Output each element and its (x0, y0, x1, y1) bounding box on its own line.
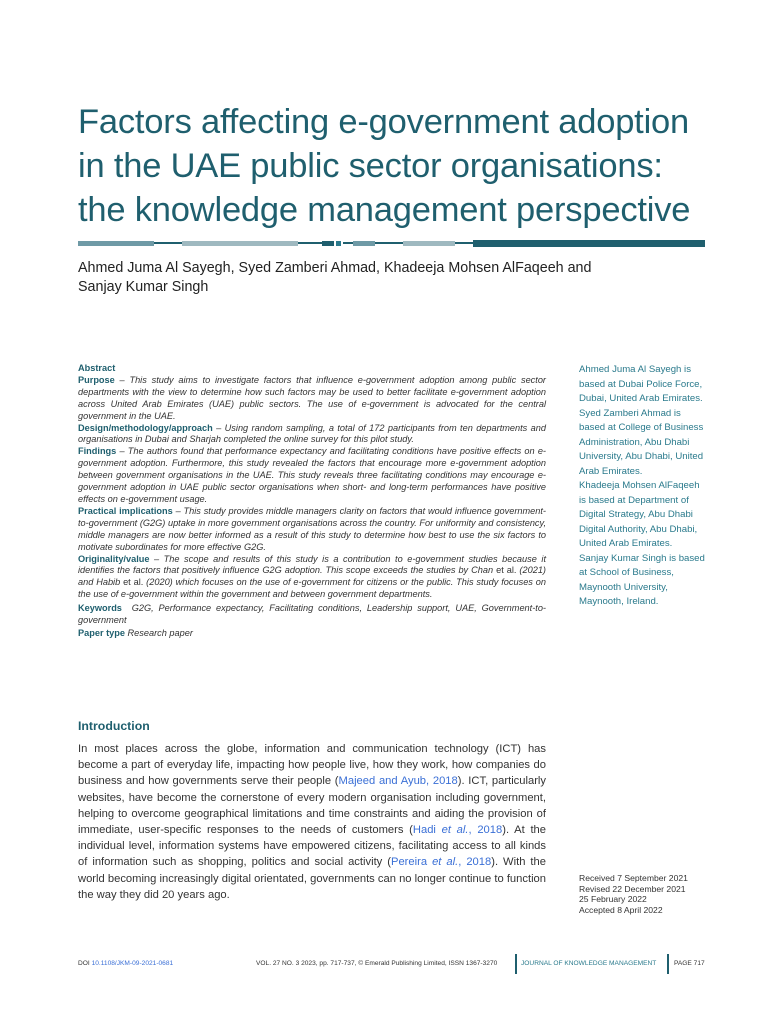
doi (78, 960, 173, 967)
journal-name: JOURNAL OF KNOWLEDGE MANAGEMENT (521, 960, 657, 967)
affiliation-item: Sanjay Kumar Singh is based at School of Business, Maynooth University, Maynooth, Ireland. (579, 552, 705, 607)
citation-link[interactable]: Majeed and Ayub, 2018 (338, 775, 458, 788)
submission-dates (579, 873, 719, 915)
decorative-rule (78, 240, 705, 247)
author-affiliations (579, 363, 709, 610)
citation-year: , 2018 (458, 856, 492, 869)
citation-etal: et al. (441, 824, 469, 837)
originality-text-3: (2020) which focuses on the use of e-government for citizens or the public. This study focuses on the use of e-government within the government and between government departments. (78, 577, 546, 600)
findings-text: – The authors found that performance expectancy and facilitating conditions have positive effects on e-government adoption. Furthermore, this study revealed the factors that encourage more e-government adoption between government organisations in the UAE. This study reveals three facilitating conditions may encourage e-government adoption in UAE public sector organisations when short- and long-term performances have positive effects on e-government usage. (78, 446, 546, 504)
citation-author: Pereira (391, 856, 433, 869)
introduction-paragraph (78, 741, 546, 903)
abstract-heading: Abstract (78, 363, 116, 373)
design-label: Design/methodology/approach (78, 422, 213, 433)
purpose-label: Purpose (78, 374, 115, 385)
citation-link[interactable] (391, 856, 491, 868)
abstract-originality (78, 554, 546, 602)
purpose-text: – This study aims to investigate factors that influence e-government adoption among public sector departments with the view to determine how such factors may be used to better facilitate e-government adoption across United Arab Emirates (UAE) public sectors. The use of e-government is advocated for the central government in the UAE. (78, 374, 546, 421)
originality-text-2: (2021) and Habib (78, 565, 546, 588)
originality-label: Originality/value (78, 553, 150, 564)
paper-type-label: Paper type (78, 627, 125, 638)
authors-line1: Ahmed Juma Al Sayegh, Syed Zamberi Ahmad, Khadeeja Mohsen AlFaqeeh (78, 260, 564, 276)
citation-author: Hadi (412, 824, 442, 837)
abstract-design (78, 423, 546, 447)
doi-label: DOI (78, 960, 92, 967)
authors (78, 259, 698, 297)
intro-text: ). At the individual level, information systems have empowered citizens, facilitating access to all kinds of information such as shopping, politics and social activity ( (78, 824, 546, 869)
revised-date: 25 February 2022 (579, 894, 647, 905)
originality-text-1: – The scope and results of this study is a contribution to e-government studies because it identifies the factors that positively influence G2G adoption. This scope exceeds the studies by Chan (78, 553, 546, 576)
abstract-purpose (78, 375, 546, 423)
doi-link[interactable]: 10.1108/JKM-09-2021-0681 (91, 960, 174, 967)
affiliation-item: Syed Zamberi Ahmad is based at College of Business Administration, Abu Dhabi University, Abu Dhabi, United Arab Emirates. (579, 407, 704, 477)
originality-etal-1: et al. (493, 565, 517, 576)
findings-label: Findings (78, 446, 117, 457)
keywords-label: Keywords (78, 602, 122, 613)
footer-divider (667, 954, 669, 974)
intro-text: ). With the world becoming increasingly digital orientated, governments can no longer continue to function the way they did 20 years ago. (78, 856, 546, 901)
abstract-findings (78, 446, 546, 506)
footer-divider (515, 954, 517, 974)
abstract-paper-type (78, 628, 546, 640)
originality-etal-2: et al. (120, 577, 144, 588)
keywords-text: G2G, Performance expectancy, Facilitating conditions, Leadership support, UAE, Government-to-government (78, 602, 546, 625)
citation-year: , 2018 (468, 824, 503, 837)
citation-link[interactable] (413, 824, 502, 836)
abstract-practical (78, 506, 546, 554)
accepted-date: Accepted 8 April 2022 (579, 904, 663, 915)
affiliation-item: Khadeeja Mohsen AlFaqeeh is based at Department of Digital Strategy, Abu Dhabi Digital Authority, Abu Dhabi, United Arab Emirates. (579, 480, 700, 549)
paper-type-text: Research paper (127, 627, 193, 638)
page-number: PAGE 717 (674, 960, 705, 967)
affiliation-item: Ahmed Juma Al Sayegh is based at Dubai Police Force, Dubai, United Arab Emirates. (579, 364, 703, 404)
authors-and: and (563, 260, 592, 276)
practical-label: Practical implications (78, 505, 173, 516)
revised-date: Revised 22 December 2021 (579, 883, 686, 894)
volume-info: VOL. 27 NO. 3 2023, pp. 717-737, © Emerald Publishing Limited, ISSN 1367-3270 (256, 960, 498, 967)
citation-etal: et al. (432, 856, 459, 869)
practical-text: – This study provides middle managers clarity on factors that would influence government-to-government (G2G) uptake in more government organisations across the country. For uniformity and consistency, middle managers are now better informed as a result of this study to determine how best to use the six factors to motivate subordinates for more effective G2G. (78, 505, 546, 552)
intro-text: ). ICT, particularly websites, have become the cornerstone of every modern organisation including government, helping to overcome geographical limitations and time constraints and aiding the provision of immediate, user-specific responses to the needs of customers ( (78, 775, 547, 837)
design-text: – Using random sampling, a total of 172 participants from ten departments and organisations in Dubai and Sharjah completed the online survey for this pilot study. (78, 422, 546, 445)
page-footer (78, 954, 708, 984)
abstract (78, 363, 546, 640)
intro-text: In most places across the globe, information and communication technology (ICT) has become a part of everyday life, impacting how people live, how they work, how companies do business and how governments serve their people ( (78, 743, 546, 788)
received-date: Received 7 September 2021 (579, 873, 688, 883)
introduction-heading: Introduction (78, 719, 150, 733)
paper-title: Factors affecting e-government adoption in the UAE public sector organisations: the knowledge management perspective (78, 103, 691, 229)
abstract-keywords (78, 603, 546, 627)
authors-line2: Sanjay Kumar Singh (78, 279, 209, 295)
